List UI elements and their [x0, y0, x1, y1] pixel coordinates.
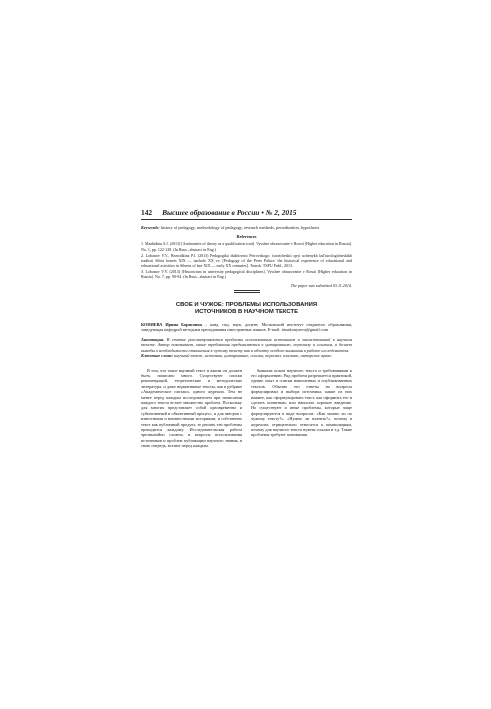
header-rule — [141, 219, 352, 220]
journal-title: Высшее образование в России • № 2, 2015 — [162, 208, 297, 217]
keywords-text: научный текст, источник, цитирование, ссылка, пересказ, плагиат, авторское право — [172, 353, 332, 359]
keywords — [141, 353, 352, 358]
abstract — [141, 337, 352, 353]
page-number: 142 — [141, 208, 153, 217]
article-title-line-1: СВОЕ И ЧУЖОЕ: ПРОБЛЕМЫ ИСПОЛЬЗОВАНИЯ — [175, 302, 318, 309]
english-keywords — [141, 225, 352, 230]
author-name: КОНЯЕВА Ирина Борисовна — [141, 322, 202, 328]
author-info — [141, 322, 352, 333]
abstract-label: Аннотация. — [141, 336, 165, 342]
running-header — [141, 208, 352, 217]
received-note: The paper was submitted 03.11.2014. — [290, 283, 352, 289]
page-content — [141, 208, 352, 449]
references-title: References — [236, 234, 257, 240]
body-paragraph: бывшим опыта научного текста и требованиями к его оформлению. Ряд проблем разрешается практикой, однако опыт и списки написанных и опубликованных текстов. Обычно это ответы на вопросы формулировки и выбора источника, какие из них важнее, как сформулировать текст, как оформить его и сделать понятным, или написать хорошее введение. Но существуют и иные проблемы, которые чаще формулируются в виде вопросов: «Как можно ли по чужому тексту?», «Нужно ли платить?», почему в журналах отрицательно относятся к компиляциям, почему для научного текста нужны ссылки и т.д. Такие проблемы требуют понимания. — [251, 367, 352, 438]
english-keywords-text: history of pedagogy, methodology of pedagogy, research methods, periodization, hypothesis — [160, 225, 320, 230]
reference-item: 1. Mazhidina S.I. (2013) [Antinomies of theory as a qualification trait]. Vysshee obrazovanie v Rossii [Higher education in Russia]. No. 1, pp. 122-128. (In Russ., abstract in Eng.) — [141, 241, 352, 252]
article-title — [141, 302, 352, 316]
body-column-left — [141, 368, 242, 449]
keywords-label: Ключевые слова: — [141, 353, 173, 359]
article-title-line-2: ИСТОЧНИКОВ В НАУЧНОМ ТЕКСТЕ — [194, 309, 299, 316]
reference-item: 2. Lobanov V.V., Bezrodkina P.I. (2013) Pedagogika dukhovnoi Petrovskogo: istoricheskii opyt uchenykh kul'turologicheskikh traditsii Sibiri konets XIX — nachalo XX vv. [Pedagogy of the Peter Palace: the historical experience of educational and educational activities in Siberia of late XIX — early XX centuries]. Tomsk: TSPU Publ., 2013. — [141, 252, 352, 268]
english-keywords-label: Keywords: — [141, 225, 160, 230]
reference-item: 3. Lobanov V.V. (2013) [Historicism in university pedagogical disciplines]. Vysshee obrazovanie v Rossii [Higher education in Russia]. No. 7, pp. 90-94. (In Russ., abstract in Eng.) — [141, 268, 352, 279]
section-separator — [234, 290, 260, 293]
references-list — [141, 241, 352, 279]
body-columns — [141, 368, 352, 449]
author-affiliation: – канд. пед. наук, доцент, Московский институт открытого образования, заведующая кафедрой методики преподавания иностранных языков. E-mail: irinakonyaeva@gmail.com — [141, 322, 352, 333]
abstract-text: В статье рассматриваются проблемы использования источников и заимствований в научном тексте. Автор показывает, какие требования предъявляются к цитированию, пересказу и ссылкам, и делает выводы о необходимости отношения к чужому тексту как к объекту особого внимания в работе исследователя. — [141, 336, 352, 353]
body-paragraph: В том, что такое научный текст и каким он должен быть, написано много. Существуют списки рекомендаций, теоретические и методические литература, и даже нормативные тексты, как в рубрике «Академическое письмо» одного журнала. Тем не менее перед каждым исследователем при написании каждого текста встает множество проблем. Поскольку для многих представляет собой одновременно и субъективный и объективный процесс, и для авторов с известными и неизвестными историями, и собственно текст как публичный продукт, то решать эти проблемы приходится каждому. Исследовательская работа чрезвычайно сложна, и вопросы использования источников и проблем публикации научного знания, в свою очередь, встают перед каждым. — [141, 367, 242, 449]
body-column-right — [251, 368, 352, 449]
